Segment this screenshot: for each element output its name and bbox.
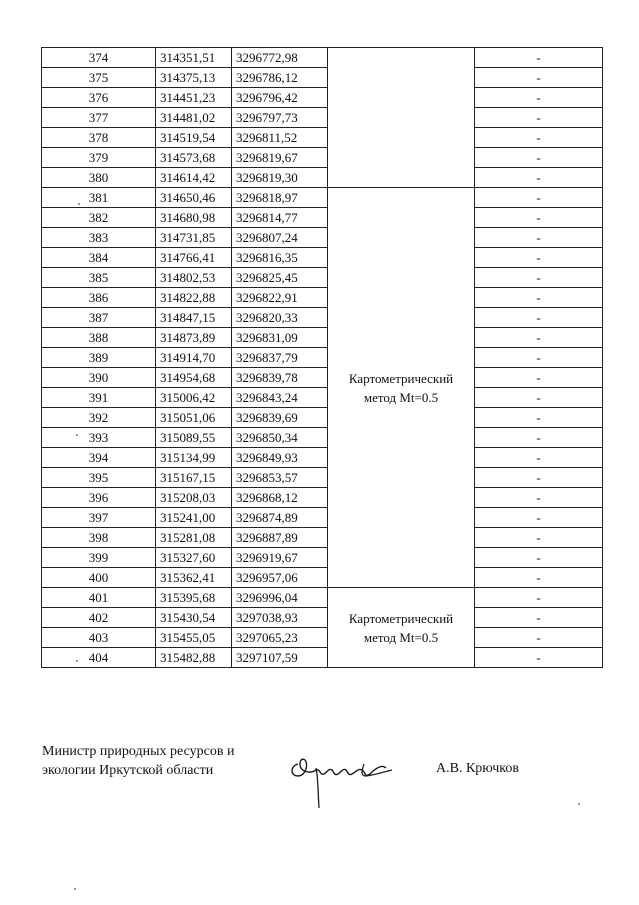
table-row — [42, 388, 603, 408]
y-coordinate-cell: 3296843,24 — [232, 388, 328, 408]
note-cell: - — [475, 228, 603, 248]
y-coordinate-cell: 3297107,59 — [232, 648, 328, 668]
y-coordinate-cell: 3296957,06 — [232, 568, 328, 588]
point-number-cell: 397 — [42, 508, 156, 528]
note-cell: - — [475, 448, 603, 468]
y-coordinate-cell: 3296887,89 — [232, 528, 328, 548]
y-coordinate-cell: 3296839,69 — [232, 408, 328, 428]
y-coordinate-cell: 3296818,97 — [232, 188, 328, 208]
x-coordinate-cell: 314573,68 — [156, 148, 232, 168]
note-cell: - — [475, 548, 603, 568]
note-cell: - — [475, 648, 603, 668]
y-coordinate-cell: 3296819,30 — [232, 168, 328, 188]
method-line2: метод Mt=0.5 — [363, 389, 439, 405]
y-coordinate-cell: 3296849,93 — [232, 448, 328, 468]
table-row — [42, 248, 603, 268]
scan-speck — [76, 434, 78, 436]
handwritten-signature — [286, 742, 396, 812]
note-cell: - — [475, 588, 603, 608]
y-coordinate-cell: 3296786,12 — [232, 68, 328, 88]
table-row — [42, 608, 603, 628]
point-number-cell: 389 — [42, 348, 156, 368]
point-number-cell: 385 — [42, 268, 156, 288]
point-number-cell: 387 — [42, 308, 156, 328]
signatory-title-line1: Министр природных ресурсов и — [42, 744, 235, 759]
scan-speck — [78, 203, 80, 205]
x-coordinate-cell: 315395,68 — [156, 588, 232, 608]
point-number-cell: 393 — [42, 428, 156, 448]
x-coordinate-cell: 315241,00 — [156, 508, 232, 528]
point-number-cell: 377 — [42, 108, 156, 128]
table-row — [42, 268, 603, 288]
note-cell: - — [475, 208, 603, 228]
y-coordinate-cell: 3296816,35 — [232, 248, 328, 268]
x-coordinate-cell: 315134,99 — [156, 448, 232, 468]
x-coordinate-cell: 315006,42 — [156, 388, 232, 408]
x-coordinate-cell: 314822,88 — [156, 288, 232, 308]
note-cell: - — [475, 188, 603, 208]
method-line1: Картометрический — [348, 610, 454, 626]
x-coordinate-cell: 314614,42 — [156, 168, 232, 188]
note-cell: - — [475, 88, 603, 108]
y-coordinate-cell: 3296831,09 — [232, 328, 328, 348]
note-cell: - — [475, 288, 603, 308]
point-number-cell: 384 — [42, 248, 156, 268]
y-coordinate-cell: 3296853,57 — [232, 468, 328, 488]
x-coordinate-cell: 315167,15 — [156, 468, 232, 488]
note-cell: - — [475, 328, 603, 348]
method-cell — [328, 188, 475, 588]
x-coordinate-cell: 315455,05 — [156, 628, 232, 648]
x-coordinate-cell: 314519,54 — [156, 128, 232, 148]
x-coordinate-cell: 315208,03 — [156, 488, 232, 508]
y-coordinate-cell: 3296837,79 — [232, 348, 328, 368]
coordinates-table — [41, 47, 603, 668]
table-row — [42, 288, 603, 308]
x-coordinate-cell: 314873,89 — [156, 328, 232, 348]
table-row — [42, 408, 603, 428]
point-number-cell: 381 — [42, 188, 156, 208]
table-row — [42, 308, 603, 328]
point-number-cell: 391 — [42, 388, 156, 408]
y-coordinate-cell: 3296996,04 — [232, 588, 328, 608]
method-cell — [328, 588, 475, 668]
note-cell: - — [475, 488, 603, 508]
point-number-cell: 403 — [42, 628, 156, 648]
x-coordinate-cell: 314802,53 — [156, 268, 232, 288]
y-coordinate-cell: 3296811,52 — [232, 128, 328, 148]
signatory-title — [42, 742, 234, 780]
y-coordinate-cell: 3296772,98 — [232, 48, 328, 68]
y-coordinate-cell: 3296796,42 — [232, 88, 328, 108]
point-number-cell: 392 — [42, 408, 156, 428]
y-coordinate-cell: 3296822,91 — [232, 288, 328, 308]
table-row — [42, 548, 603, 568]
note-cell: - — [475, 568, 603, 588]
point-number-cell: 395 — [42, 468, 156, 488]
point-number-cell: 390 — [42, 368, 156, 388]
y-coordinate-cell: 3296839,78 — [232, 368, 328, 388]
point-number-cell: 399 — [42, 548, 156, 568]
point-number-cell: 386 — [42, 288, 156, 308]
table-row — [42, 128, 603, 148]
note-cell: - — [475, 368, 603, 388]
point-number-cell: 400 — [42, 568, 156, 588]
point-number-cell: 376 — [42, 88, 156, 108]
y-coordinate-cell: 3296807,24 — [232, 228, 328, 248]
table-row — [42, 228, 603, 248]
note-cell: - — [475, 388, 603, 408]
y-coordinate-cell: 3296919,67 — [232, 548, 328, 568]
x-coordinate-cell: 315089,55 — [156, 428, 232, 448]
note-cell: - — [475, 348, 603, 368]
point-number-cell: 383 — [42, 228, 156, 248]
scan-speck — [74, 888, 76, 890]
point-number-cell: 378 — [42, 128, 156, 148]
note-cell: - — [475, 148, 603, 168]
point-number-cell: 396 — [42, 488, 156, 508]
x-coordinate-cell: 314731,85 — [156, 228, 232, 248]
x-coordinate-cell: 314954,68 — [156, 368, 232, 388]
x-coordinate-cell: 314847,15 — [156, 308, 232, 328]
note-cell: - — [475, 128, 603, 148]
table-row — [42, 208, 603, 228]
table-row — [42, 588, 603, 608]
table-row — [42, 348, 603, 368]
x-coordinate-cell: 314914,70 — [156, 348, 232, 368]
note-cell: - — [475, 508, 603, 528]
point-number-cell: 380 — [42, 168, 156, 188]
table-row — [42, 88, 603, 108]
note-cell: - — [475, 48, 603, 68]
note-cell: - — [475, 428, 603, 448]
table-row — [42, 628, 603, 648]
method-line2: метод Mt=0.5 — [363, 629, 439, 645]
point-number-cell: 374 — [42, 48, 156, 68]
x-coordinate-cell: 314375,13 — [156, 68, 232, 88]
signatory-name: А.В. Крючков — [436, 761, 519, 776]
scan-speck — [76, 660, 78, 662]
table-row — [42, 328, 603, 348]
x-coordinate-cell: 314766,41 — [156, 248, 232, 268]
point-number-cell: 402 — [42, 608, 156, 628]
x-coordinate-cell: 314351,51 — [156, 48, 232, 68]
y-coordinate-cell: 3296874,89 — [232, 508, 328, 528]
table-row — [42, 648, 603, 668]
note-cell: - — [475, 268, 603, 288]
table-row — [42, 528, 603, 548]
y-coordinate-cell: 3296850,34 — [232, 428, 328, 448]
x-coordinate-cell: 314650,46 — [156, 188, 232, 208]
point-number-cell: 398 — [42, 528, 156, 548]
y-coordinate-cell: 3296825,45 — [232, 268, 328, 288]
x-coordinate-cell: 315430,54 — [156, 608, 232, 628]
table-row — [42, 108, 603, 128]
coordinates-table-body — [42, 48, 603, 668]
point-number-cell: 394 — [42, 448, 156, 468]
x-coordinate-cell: 314481,02 — [156, 108, 232, 128]
note-cell: - — [475, 308, 603, 328]
x-coordinate-cell: 315327,60 — [156, 548, 232, 568]
y-coordinate-cell: 3296819,67 — [232, 148, 328, 168]
note-cell: - — [475, 408, 603, 428]
point-number-cell: 401 — [42, 588, 156, 608]
table-row — [42, 148, 603, 168]
scan-speck — [578, 803, 580, 805]
note-cell: - — [475, 628, 603, 648]
note-cell: - — [475, 248, 603, 268]
table-row — [42, 448, 603, 468]
x-coordinate-cell: 315051,06 — [156, 408, 232, 428]
x-coordinate-cell: 315482,88 — [156, 648, 232, 668]
point-number-cell: 379 — [42, 148, 156, 168]
y-coordinate-cell: 3297038,93 — [232, 608, 328, 628]
note-cell: - — [475, 168, 603, 188]
table-row — [42, 568, 603, 588]
x-coordinate-cell: 314680,98 — [156, 208, 232, 228]
x-coordinate-cell: 315281,08 — [156, 528, 232, 548]
y-coordinate-cell: 3296868,12 — [232, 488, 328, 508]
note-cell: - — [475, 608, 603, 628]
point-number-cell: 382 — [42, 208, 156, 228]
table-row — [42, 168, 603, 188]
table-row — [42, 468, 603, 488]
table-row — [42, 48, 603, 68]
x-coordinate-cell: 314451,23 — [156, 88, 232, 108]
table-row — [42, 508, 603, 528]
y-coordinate-cell: 3296820,33 — [232, 308, 328, 328]
point-number-cell: 388 — [42, 328, 156, 348]
point-number-cell: 404 — [42, 648, 156, 668]
point-number-cell: 375 — [42, 68, 156, 88]
y-coordinate-cell: 3296814,77 — [232, 208, 328, 228]
table-row — [42, 188, 603, 208]
table-row — [42, 428, 603, 448]
table-row — [42, 68, 603, 88]
y-coordinate-cell: 3296797,73 — [232, 108, 328, 128]
x-coordinate-cell: 315362,41 — [156, 568, 232, 588]
note-cell: - — [475, 468, 603, 488]
table-row — [42, 368, 603, 388]
note-cell: - — [475, 68, 603, 88]
note-cell: - — [475, 528, 603, 548]
y-coordinate-cell: 3297065,23 — [232, 628, 328, 648]
signatory-title-line2: экологии Иркутской области — [42, 763, 214, 778]
method-line1: Картометрический — [348, 370, 454, 386]
method-cell — [328, 48, 475, 188]
note-cell: - — [475, 108, 603, 128]
table-row — [42, 488, 603, 508]
